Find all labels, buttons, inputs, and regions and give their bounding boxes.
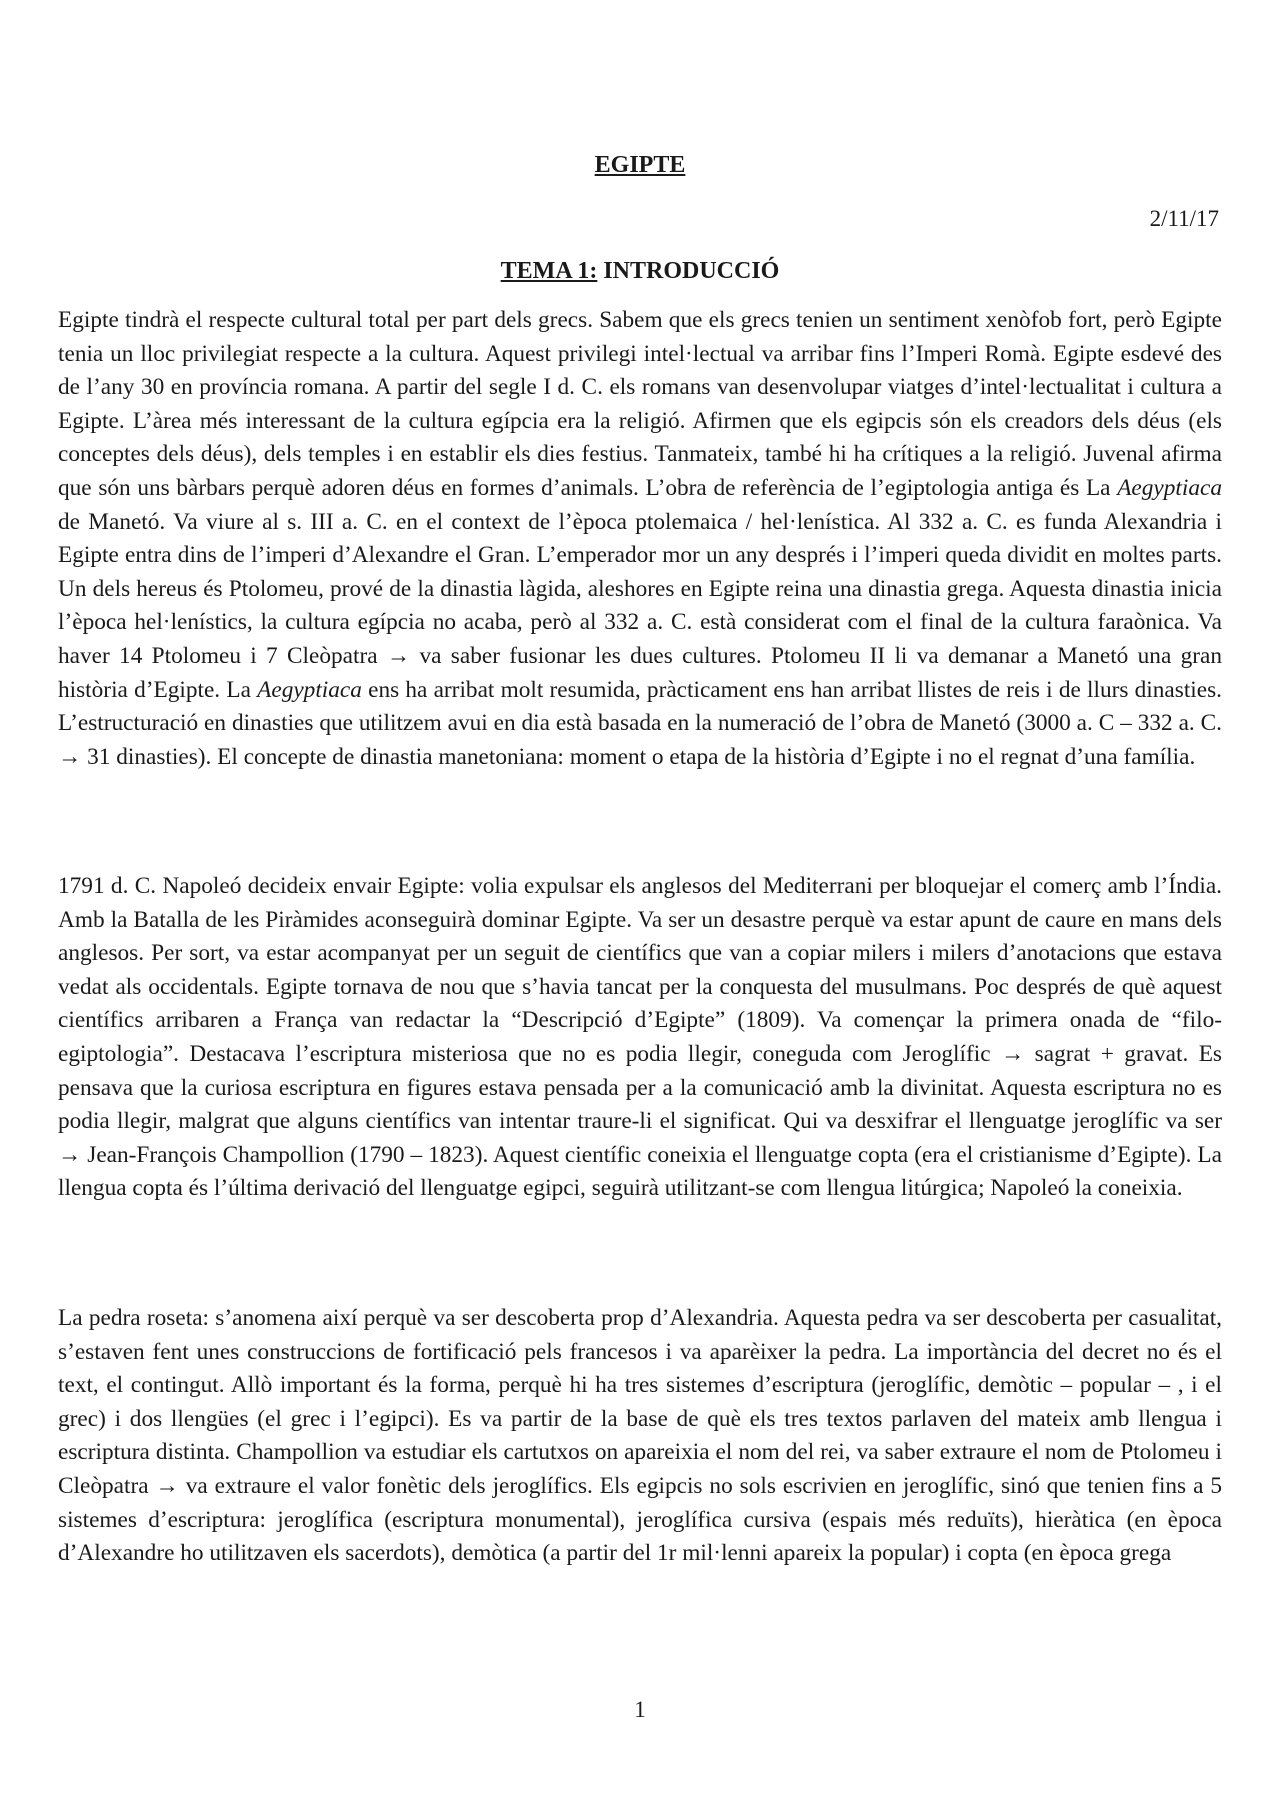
section-label: TEMA 1: bbox=[500, 258, 598, 284]
document-title: EGIPTE bbox=[594, 152, 686, 178]
paragraph-introduction bbox=[58, 304, 1222, 774]
paragraph-text: ens ha arribat molt resumida, pràcticament ens han arribat llistes de reis i de llurs dinasties. L’estructuració en dinasties que utilitzem avui en dia està basada en la numeració de l’obra de Manetó (3000 a. C – 332 a. C. → 31 dinasties). El concepte de dinastia manetoniana: moment o etapa de la història d’Egipte i no el regnat d’una família. bbox=[58, 676, 1222, 770]
section-title: INTRODUCCIÓ bbox=[597, 258, 780, 284]
paragraph-napoleon: 1791 d. C. Napoleó decideix envair Egipte: volia expulsar els anglesos del Mediterrani per bloquejar el comerç amb l’Índia. Amb la Batalla de les Piràmides aconseguirà dominar Egipte. Va ser un desastre perquè va estar apunt de caure en mans dels anglesos. Per sort, va estar acompanyat per un seguit de científics que van a copiar milers i milers d’anotacions que estava vedat als occidentals. Egipte tornava de nou que s’havia tancat per la conquesta del musulmans. Poc després de què aquest científics arribaren a França van redactar la “Descripció d’Egipte” (1809). Va començar la primera onada de “filo-egiptologia”. Destacava l’escriptura misteriosa que no es podia llegir, coneguda com Jeroglífic → sagrat + gravat. Es pensava que la curiosa escriptura en figures estava pensada per a la comunicació amb la divinitat. Aquesta escriptura no es podia llegir, malgrat que alguns científics van intentar traure-li el significat. Qui va desxifrar el llenguatge jeroglífic va ser → Jean-François Champollion (1790 – 1823). Aquest científic coneixia el llenguatge copta (era el cristianisme d’Egipte). La llengua copta és l’última derivació del llenguatge egipci, seguirà utilitzant-se com llengua litúrgica; Napoleó la coneixia. bbox=[58, 873, 1222, 1202]
paragraph-text: de Manetó. Va viure al s. III a. C. en el context de l’època ptolemaica / hel·lenística. Al 332 a. C. es funda Alexandria i Egipte entra dins de l’imperi d’Alexandre el Gran. L’emperador mor un any després i l’imperi queda dividit en moltes parts. Un dels hereus és Ptolomeu, prové de la dinastia làgida, aleshores en Egipte reina una dinastia grega. Aquesta dinastia inicia l’època hel·lenístics, la cultura egípcia no acaba, però al 332 a. C. està considerat com el final de la cultura faraònica. Va haver 14 Ptolomeu i 7 Cleòpatra → va saber fusionar les dues cultures. Ptolomeu II li va demanar a Manetó una gran història d’Egipte. La bbox=[58, 508, 1222, 703]
paragraph-rosetta-stone: La pedra roseta: s’anomena així perquè va ser descoberta prop d’Alexandria. Aquesta pedra va ser descoberta per casualitat, s’estaven fent unes construccions de fortificació pels francesos i va aparèixer la pedra. La importància del decret no és el text, el contingut. Allò important és la forma, perquè hi ha tres sistemes d’escriptura (jeroglífic, demòtic – popular – , i el grec) i dos llengües (el grec i l’egipci). Es va partir de la base de què els tres textos parlaven del mateix amb llengua i escriptura distinta. Champollion va estudiar els cartutxos on apareixia el nom del rei, va saber extraure el nom de Ptolomeu i Cleòpatra → va extraure el valor fonètic dels jeroglífics. Els egipcis no sols escrivien en jeroglífic, sinó que tenien fins a 5 sistemes d’escriptura: jeroglífica (escriptura monumental), jeroglífica cursiva (espais més reduïts), hieràtica (en època d’Alexandre ho utilitzaven els sacerdots), demòtica (a partir del 1r mil·lenni apareix la popular) i copta (en època grega bbox=[58, 1305, 1222, 1567]
paragraph-text: Egipte tindrà el respecte cultural total per part dels grecs. Sabem que els grecs tenien un sentiment xenòfob fort, però Egipte tenia un lloc privilegiat respecte a la cultura. Aquest privilegi intel·lectual va arribar fins l’Imperi Romà. Egipte esdevé des de l’any 30 en província romana. A partir del segle I d. C. els romans van desenvolupar viatges d’intel·lectualitat i cultura a Egipte. L’àrea més interessant de la cultura egípcia era la religió. Afirmen que els egipcis són els creadors dels déus (els conceptes dels déus), dels temples i en establir els dies festius. Tanmateix, també hi ha crítiques a la religió. Juvenal afirma que són uns bàrbars perquè adoren déus en formes d’animals. L’obra de referència de l’egiptologia antiga és La bbox=[58, 307, 1222, 501]
document-date: 2/11/17 bbox=[1149, 206, 1219, 231]
book-title-italic: Aegyptiaca bbox=[1117, 474, 1222, 501]
page-number: 1 bbox=[634, 1697, 646, 1722]
book-title-italic: Aegyptiaca bbox=[257, 676, 362, 703]
section-heading bbox=[0, 258, 1280, 285]
